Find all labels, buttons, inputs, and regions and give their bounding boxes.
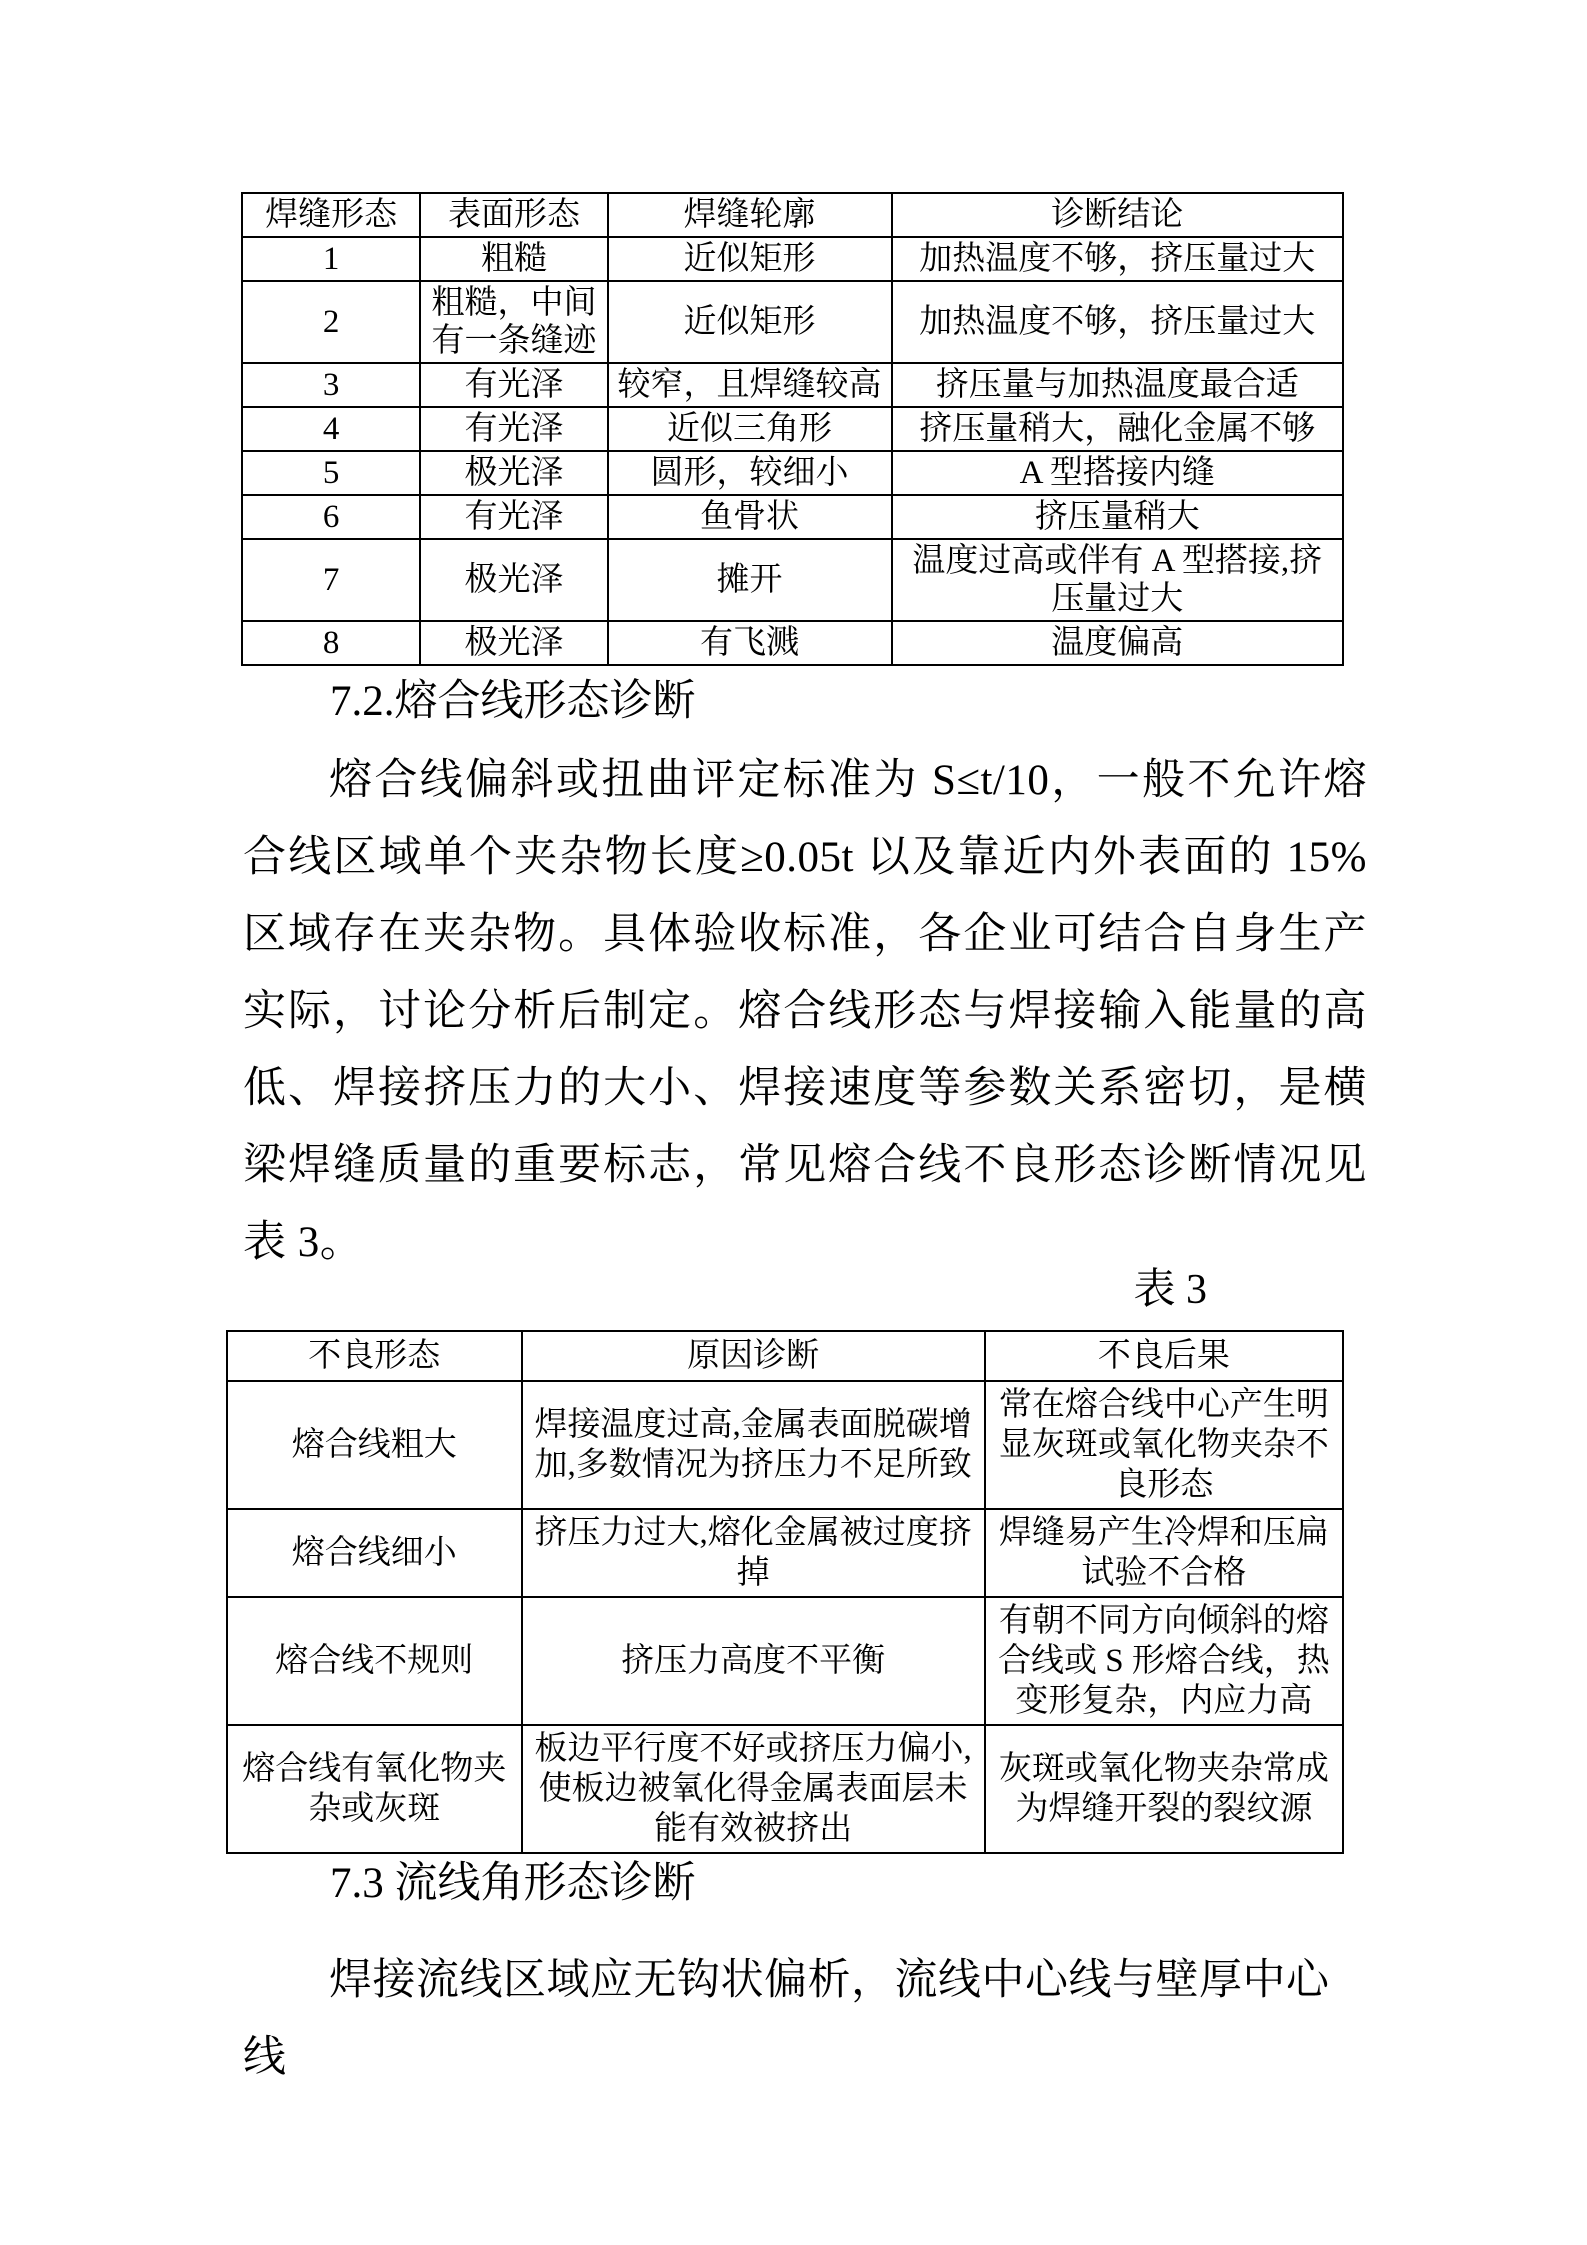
table-cell: 熔合线不规则	[227, 1597, 522, 1725]
table-cell: 焊缝易产生冷焊和压扁试验不合格	[985, 1509, 1343, 1597]
table-cell: 摊开	[608, 539, 892, 621]
table-cell: 挤压力过大,熔化金属被过度挤掉	[522, 1509, 985, 1597]
table-cell: 粗糙	[420, 237, 607, 281]
table-cell: 挤压量与加热温度最合适	[892, 363, 1343, 407]
section-7-3-heading: 7.3 流线角形态诊断	[330, 1860, 696, 1907]
table-row	[227, 1381, 1343, 1509]
table-cell: 有光泽	[420, 407, 607, 451]
fusion-line-defect-table	[226, 1330, 1344, 1854]
table-cell: 7	[242, 539, 420, 621]
table-cell: 粗糙，中间有一条缝迹	[420, 281, 607, 363]
table-cell: 4	[242, 407, 420, 451]
table-row	[242, 237, 1343, 281]
section-7-2-heading: 7.2.熔合线形态诊断	[330, 678, 696, 725]
table-row	[242, 451, 1343, 495]
table-3-caption: 表 3	[1133, 1267, 1207, 1313]
table-cell: 鱼骨状	[608, 495, 892, 539]
table-cell: 常在熔合线中心产生明显灰斑或氧化物夹杂不良形态	[985, 1381, 1343, 1509]
table-cell: 较窄，且焊缝较高	[608, 363, 892, 407]
table-row	[227, 1597, 1343, 1725]
table-row	[242, 495, 1343, 539]
table-row	[227, 1725, 1343, 1853]
section-7-2-paragraph: 熔合线偏斜或扭曲评定标准为 S≤t/10，一般不允许熔合线区域单个夹杂物长度≥0.05t 以及靠近内外表面的 15%区域存在夹杂物。具体验收标准，各企业可结合自身生产实际，讨论分析后制定。熔合线形态与焊接输入能量的高低、焊接挤压力的大小、焊接速度等参数关系密切，是横梁焊缝质量的重要标志，常见熔合线不良形态诊断情况见表 3。	[243, 757, 1367, 1266]
table-cell: 2	[242, 281, 420, 363]
table-cell: 极光泽	[420, 539, 607, 621]
column-header: 不良形态	[227, 1331, 522, 1381]
table-row	[242, 363, 1343, 407]
table-cell: 温度偏高	[892, 621, 1343, 665]
table-row	[242, 407, 1343, 451]
table-cell: 加热温度不够，挤压量过大	[892, 237, 1343, 281]
table-cell: 5	[242, 451, 420, 495]
column-header: 原因诊断	[522, 1331, 985, 1381]
table-cell: 近似矩形	[608, 281, 892, 363]
table-cell: 焊接温度过高,金属表面脱碳增加,多数情况为挤压力不足所致	[522, 1381, 985, 1509]
table-header-row	[227, 1331, 1343, 1381]
column-header: 焊缝轮廓	[608, 193, 892, 237]
table-cell: 加热温度不够，挤压量过大	[892, 281, 1343, 363]
table-cell: 有光泽	[420, 363, 607, 407]
table-cell: 挤压量稍大	[892, 495, 1343, 539]
column-header: 表面形态	[420, 193, 607, 237]
table-cell: 极光泽	[420, 621, 607, 665]
table-cell: 熔合线粗大	[227, 1381, 522, 1509]
table-cell: 有朝不同方向倾斜的熔合线或 S 形熔合线，热变形复杂，内应力高	[985, 1597, 1343, 1725]
column-header: 不良后果	[985, 1331, 1343, 1381]
table-cell: 挤压力高度不平衡	[522, 1597, 985, 1725]
table-cell: 圆形，较细小	[608, 451, 892, 495]
table-cell: 挤压量稍大，融化金属不够	[892, 407, 1343, 451]
table-cell: 有光泽	[420, 495, 607, 539]
table-cell: 熔合线有氧化物夹杂或灰斑	[227, 1725, 522, 1853]
table-row	[242, 539, 1343, 621]
table-cell: 3	[242, 363, 420, 407]
table-cell: 极光泽	[420, 451, 607, 495]
section-7-3-paragraph: 焊接流线区域应无钩状偏析，流线中心线与壁厚中心线	[243, 1957, 1330, 2081]
table-row	[242, 621, 1343, 665]
table-cell: 灰斑或氧化物夹杂常成为焊缝开裂的裂纹源	[985, 1725, 1343, 1853]
table-row	[227, 1509, 1343, 1597]
table-cell: 1	[242, 237, 420, 281]
column-header: 诊断结论	[892, 193, 1343, 237]
table-cell: 6	[242, 495, 420, 539]
table-cell: 近似矩形	[608, 237, 892, 281]
table-cell: 板边平行度不好或挤压力偏小,使板边被氧化得金属表面层未能有效被挤出	[522, 1725, 985, 1853]
table-header-row	[242, 193, 1343, 237]
table-cell: 熔合线细小	[227, 1509, 522, 1597]
table-cell: 8	[242, 621, 420, 665]
column-header: 焊缝形态	[242, 193, 420, 237]
table-cell: 近似三角形	[608, 407, 892, 451]
table-cell: A 型搭接内缝	[892, 451, 1343, 495]
table-cell: 有飞溅	[608, 621, 892, 665]
weld-seam-form-table	[241, 192, 1344, 666]
table-row	[242, 281, 1343, 363]
table-cell: 温度过高或伴有 A 型搭接,挤压量过大	[892, 539, 1343, 621]
